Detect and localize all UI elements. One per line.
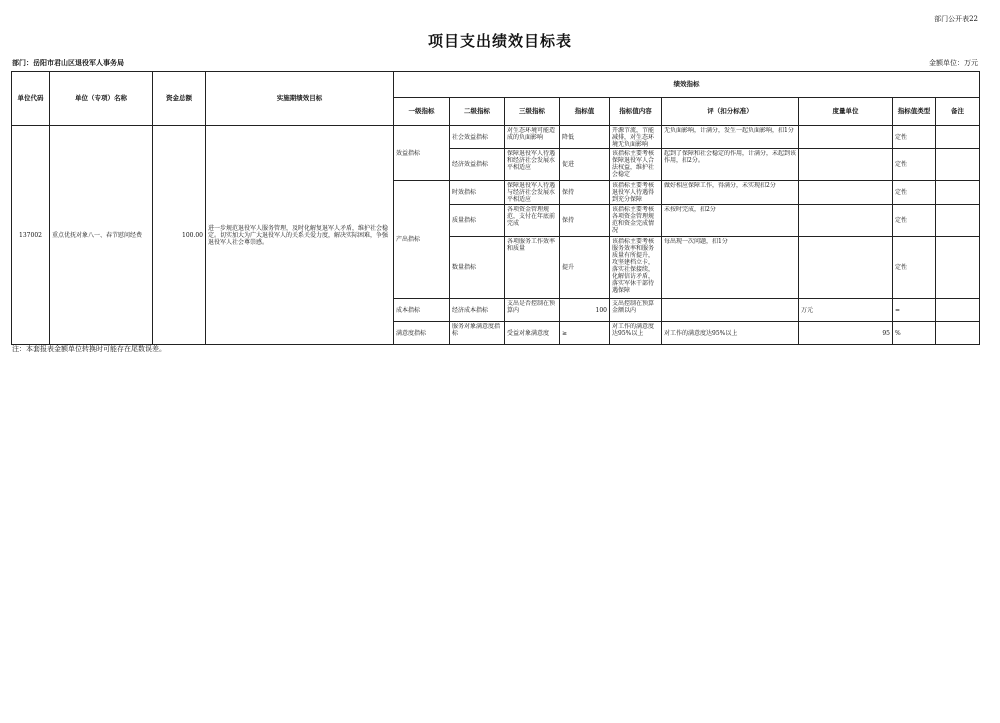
header-value-content: 指标值内容 bbox=[610, 98, 662, 126]
header-measure-unit: 度量单位 bbox=[799, 98, 893, 126]
scoring-text: 做好相应保障工作，得满分，未实现扣2分 bbox=[664, 182, 776, 189]
level3-cell bbox=[505, 149, 560, 181]
level1-cost-cell: 成本指标 bbox=[394, 299, 450, 322]
header-total-funds: 资金总额 bbox=[153, 72, 206, 126]
level3-cell bbox=[505, 181, 560, 205]
performance-table bbox=[11, 71, 980, 345]
level3-text: 保障退役军人待遇与经济社会发展水平相适应 bbox=[507, 182, 556, 203]
total-funds-cell: 100.00 bbox=[153, 126, 206, 345]
value-type-cell: 定性 bbox=[893, 181, 936, 205]
value-content-text: 该指标主要考核服务效率和服务质量有所提升，攻坚建档立卡，落实社保接续，化解信访矛盾，落实军休干部待遇保障 bbox=[612, 238, 655, 294]
remarks-cell bbox=[936, 237, 980, 299]
measure-unit-cell bbox=[799, 181, 893, 205]
value-content-cell bbox=[610, 181, 662, 205]
header-level2: 二级指标 bbox=[450, 98, 505, 126]
measure-unit-cell: 万元 bbox=[799, 299, 893, 322]
level1-satisfaction-cell: 满意度指标 bbox=[394, 322, 450, 345]
value-type-cell: 定性 bbox=[893, 149, 936, 181]
value-content-text: 该指标主要考核各项资金管理规范和资金完成情况 bbox=[612, 206, 655, 234]
value-content-text: 该指标主要考核退役军人待遇得到充分保障 bbox=[612, 182, 655, 203]
level3-cell bbox=[505, 237, 560, 299]
table-number-label: 部门公开表22 bbox=[934, 15, 978, 23]
level3-text: 保障退役军人待遇和经济社会发展水平相适应 bbox=[507, 150, 556, 171]
measure-unit-cell bbox=[799, 126, 893, 149]
value-type-cell: % bbox=[893, 322, 936, 345]
value-cell: 保持 bbox=[560, 181, 610, 205]
value-cell: ≥ bbox=[560, 322, 610, 345]
level2-cell: 经济效益指标 bbox=[450, 149, 505, 181]
header-unit-code: 单位代码 bbox=[12, 72, 50, 126]
header-value-type: 指标值类型 bbox=[893, 98, 936, 126]
value-content-text: 支出控制在预算金额以内 bbox=[612, 300, 655, 314]
table-row bbox=[12, 126, 980, 149]
value-content-cell bbox=[610, 205, 662, 237]
value-content-text: 开源节流，节能减排，对生态环境无负面影响 bbox=[612, 127, 655, 147]
measure-unit-cell: 95 bbox=[799, 322, 893, 345]
header-remarks: 备注 bbox=[936, 98, 980, 126]
unit-name-cell: 重点优抚对象八一、春节慰问经费 bbox=[50, 126, 153, 345]
level3-cell bbox=[505, 299, 560, 322]
level2-cell: 质量指标 bbox=[450, 205, 505, 237]
value-type-cell: 定性 bbox=[893, 237, 936, 299]
level3-text: 对生态环境可能造成的负面影响 bbox=[507, 127, 556, 141]
header-level1: 一级指标 bbox=[394, 98, 450, 126]
value-cell: 提升 bbox=[560, 237, 610, 299]
scoring-text: 起到了保障和社会稳定的作用，计满分，未起到该作用，扣2分。 bbox=[664, 150, 796, 164]
level2-cell: 数量指标 bbox=[450, 237, 505, 299]
scoring-text: 未按时完成，扣2分 bbox=[664, 206, 716, 213]
measure-unit-cell bbox=[799, 149, 893, 181]
header-goal: 实施期绩效目标 bbox=[206, 72, 394, 126]
level3-cell: 受益对象满意度 bbox=[505, 322, 560, 345]
value-content-cell bbox=[610, 322, 662, 345]
level3-text: 各项服务工作效率和质量 bbox=[507, 238, 556, 252]
amount-unit-label: 金额单位：万元 bbox=[929, 59, 978, 67]
scoring-cell bbox=[662, 237, 799, 299]
value-type-cell: = bbox=[893, 299, 936, 322]
remarks-cell bbox=[936, 299, 980, 322]
value-content-text: 该指标主要考核保障退役军人合法权益，维护社会稳定 bbox=[612, 150, 655, 178]
goal-cell: 进一步规范退役军人服务管理，及时化解复退军人矛盾，维护社会稳定。切实加大为广大退役军人的关系关爱力度，解决实际困难，争强退役军人社会尊崇感。 bbox=[206, 126, 394, 345]
value-content-cell bbox=[610, 237, 662, 299]
value-content-cell bbox=[610, 149, 662, 181]
remarks-cell bbox=[936, 322, 980, 345]
header-unit-name: 单位（专项）名称 bbox=[50, 72, 153, 126]
level2-cell bbox=[450, 322, 505, 345]
scoring-cell bbox=[662, 149, 799, 181]
remarks-cell bbox=[936, 126, 980, 149]
scoring-cell bbox=[662, 299, 799, 322]
department-label: 部门：岳阳市君山区退役军人事务局 bbox=[12, 58, 124, 67]
value-cell: 100 bbox=[560, 299, 610, 322]
scoring-cell bbox=[662, 181, 799, 205]
level3-text: 各项资金管理规范，支付在年底前完成 bbox=[507, 206, 556, 227]
unit-code-cell: 137002 bbox=[12, 126, 50, 345]
level2-cell: 经济成本指标 bbox=[450, 299, 505, 322]
measure-unit-cell bbox=[799, 205, 893, 237]
scoring-text: 无负面影响，计满分，发生一起负面影响，扣1分 bbox=[664, 127, 794, 134]
value-cell: 降低 bbox=[560, 126, 610, 149]
value-content-cell bbox=[610, 126, 662, 149]
level2-cell: 时效指标 bbox=[450, 181, 505, 205]
level2-cell: 社会效益指标 bbox=[450, 126, 505, 149]
level1-benefit-cell: 效益指标 bbox=[394, 126, 450, 181]
remarks-cell bbox=[936, 149, 980, 181]
level3-text: 支出是否控制在预算内 bbox=[507, 300, 556, 314]
scoring-cell: 对工作的满意度达95%以上 bbox=[662, 322, 799, 345]
value-type-cell: 定性 bbox=[893, 126, 936, 149]
scoring-cell bbox=[662, 126, 799, 149]
scoring-text: 每出现一次问题，扣1分 bbox=[664, 238, 728, 245]
measure-unit-cell bbox=[799, 237, 893, 299]
value-cell: 保持 bbox=[560, 205, 610, 237]
scoring-cell bbox=[662, 205, 799, 237]
value-type-cell: 定性 bbox=[893, 205, 936, 237]
value-cell: 促进 bbox=[560, 149, 610, 181]
level1-output-cell: 产出指标 bbox=[394, 181, 450, 299]
footer-note: 注：本套报表金额单位转换时可能存在尾数误差。 bbox=[12, 345, 166, 353]
level3-cell bbox=[505, 126, 560, 149]
header-value: 指标值 bbox=[560, 98, 610, 126]
value-content-text: 对工作的满意度达95%以上 bbox=[612, 323, 655, 337]
remarks-cell bbox=[936, 205, 980, 237]
header-indicators: 绩效指标 bbox=[394, 72, 980, 98]
remarks-cell bbox=[936, 181, 980, 205]
level3-cell bbox=[505, 205, 560, 237]
level2-text: 服务对象满意度指标 bbox=[452, 323, 501, 337]
header-level3: 三级指标 bbox=[505, 98, 560, 126]
page-title: 项目支出绩效目标表 bbox=[427, 32, 572, 50]
value-content-cell bbox=[610, 299, 662, 322]
header-scoring: 评（扣分标准） bbox=[662, 98, 799, 126]
